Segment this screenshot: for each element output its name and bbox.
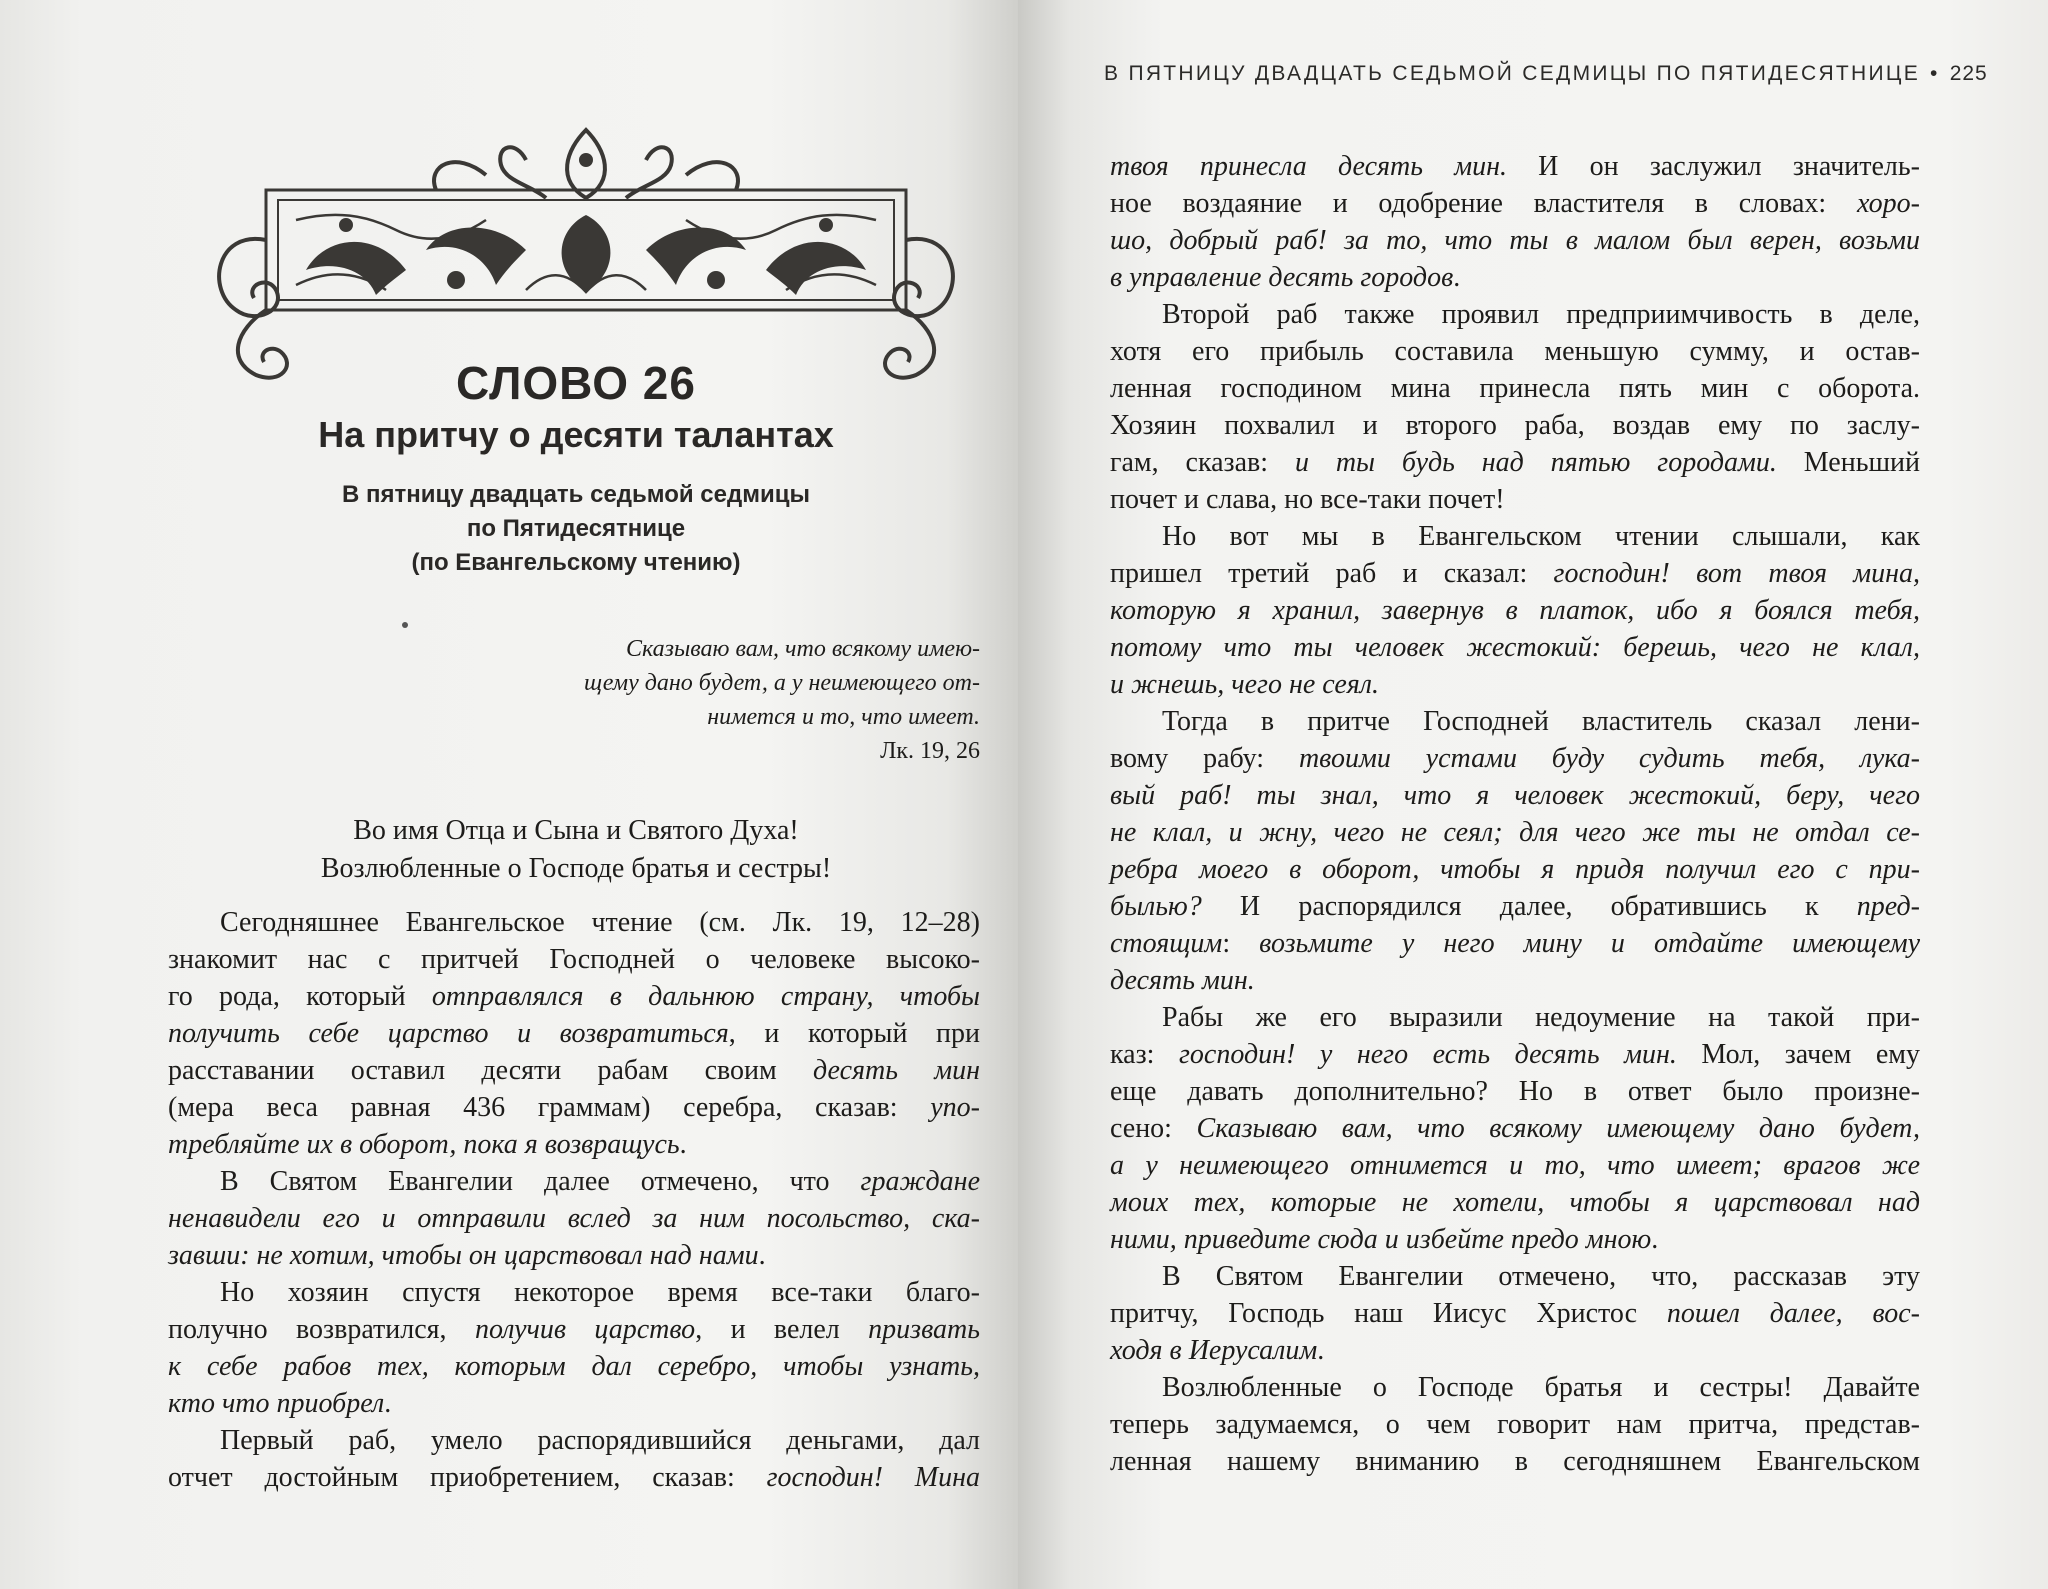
italic-quote: пошел далее, вос- — [1666, 1298, 1920, 1329]
italic-quote: десять мин — [813, 1055, 980, 1086]
italic-quote: ходя в Иерусалим — [1110, 1335, 1318, 1366]
invocation-line: Во имя Отца и Сына и Святого Духа! — [353, 815, 799, 846]
text-run: Тогда в притче Господней властитель сказал лени- — [1162, 706, 1920, 737]
chapter-subtitle: На притчу о десяти талантах — [318, 414, 834, 455]
text-run: пришел третий раб и сказал: — [1110, 558, 1554, 589]
text-run: знакомит нас с притчей Господней о человеке высоко- — [168, 944, 980, 975]
text-line — [1110, 1369, 1920, 1406]
text-line — [1110, 666, 1920, 703]
text-run: го рода, который — [168, 981, 432, 1012]
italic-quote: призвать — [868, 1314, 981, 1345]
text-run: Возлюбленные о Господе братья и сестры! Давайте — [1162, 1372, 1920, 1403]
text-line — [168, 1422, 980, 1459]
italic-quote: и ты будь над пятью городами. — [1294, 447, 1777, 478]
text-line — [168, 1274, 980, 1311]
text-line — [1110, 296, 1920, 333]
italic-quote: твоими устами буду судить тебя, лука- — [1298, 743, 1921, 774]
italic-quote: господин! Мина — [766, 1462, 981, 1493]
text-run: . — [384, 1388, 392, 1419]
text-run: И он заслужил значитель- — [1506, 151, 1921, 182]
headpiece-ornament-icon — [196, 120, 976, 385]
italic-quote: упо- — [930, 1092, 980, 1123]
text-run: гам, сказав: — [1110, 447, 1295, 478]
text-line — [168, 1089, 980, 1126]
text-line — [1110, 1073, 1920, 1110]
text-line — [1110, 1147, 1920, 1184]
text-run: Второй раб также проявил предприимчивость в деле, — [1162, 299, 1920, 330]
text-run: сено: — [1110, 1113, 1197, 1144]
text-run: , и велел — [695, 1314, 869, 1345]
text-line — [1110, 148, 1920, 185]
text-line — [168, 1052, 980, 1089]
text-run: Меньший — [1776, 447, 1920, 478]
text-run: каз: — [1110, 1039, 1179, 1070]
text-run: Первый раб, умело распорядившийся деньгами, дал — [220, 1425, 980, 1456]
italic-quote: завши: не хотим, чтобы он царствовал над нами — [168, 1240, 759, 1271]
occasion-line: (по Евангельскому чтению) — [411, 549, 741, 576]
invocation-line: Возлюбленные о Господе братья и сестры! — [320, 853, 832, 884]
italic-quote: ненавидели его и отправили вслед за ним посольство, ска- — [168, 1203, 980, 1234]
text-line — [1110, 1184, 1920, 1221]
text-line — [1110, 999, 1920, 1036]
text-run: И распорядился далее, обратившись к — [1201, 891, 1857, 922]
text-run: почет и слава, но все-таки почет! — [1110, 484, 1505, 515]
text-run: . — [1317, 1335, 1325, 1366]
text-run: . — [1453, 262, 1461, 293]
italic-quote: хоро- — [1856, 188, 1920, 219]
text-run: ное воздаяние и одобрение властителя в словах: — [1110, 188, 1857, 219]
stray-dot — [402, 622, 408, 628]
italic-quote: и жнешь, чего не сеял. — [1110, 669, 1379, 700]
text-run: : — [1222, 928, 1260, 959]
text-run: , и который при — [728, 1018, 980, 1049]
text-line — [1110, 370, 1920, 407]
text-line — [1110, 555, 1920, 592]
text-line — [1110, 629, 1920, 666]
italic-quote: стоящим — [1110, 928, 1223, 959]
text-run: вому рабу: — [1110, 743, 1299, 774]
text-line — [1110, 1258, 1920, 1295]
text-line — [168, 904, 980, 941]
epigraph — [490, 632, 980, 768]
text-line — [1110, 925, 1920, 962]
italic-quote: пред- — [1856, 891, 1920, 922]
italic-quote: требляйте их в оборот, пока я возвращусь — [168, 1129, 680, 1160]
text-line — [1110, 1406, 1920, 1443]
text-run: Но вот мы в Евангельском чтении слышали, как — [1162, 521, 1920, 552]
text-line — [1110, 851, 1920, 888]
text-run: ленная нашему вниманию в сегодняшнем Евангельском — [1110, 1446, 1920, 1477]
italic-quote: господин! вот твоя мина, — [1553, 558, 1921, 589]
epigraph-line: щему дано будет, а у неимеющего от- — [584, 670, 980, 696]
left-body-text — [168, 904, 980, 1496]
text-line — [168, 1385, 980, 1422]
text-line — [168, 1015, 980, 1052]
chapter-title: СЛОВО 26 — [456, 357, 696, 409]
text-line — [1110, 407, 1920, 444]
text-run: еще давать дополнительно? Но в ответ было произне- — [1110, 1076, 1920, 1107]
text-line — [168, 1311, 980, 1348]
italic-quote: в управление десять городов — [1110, 262, 1454, 293]
text-run: хотя его прибыль составила меньшую сумму, и остав- — [1110, 336, 1920, 367]
italic-quote: Сказываю вам, что всякому имеющему дано будет, — [1196, 1113, 1920, 1144]
italic-quote: ребра моего в оборот, чтобы я придя получил его с при- — [1110, 854, 1920, 885]
text-line — [168, 1126, 980, 1163]
italic-quote: не клал, и жну, чего не сеял; для чего же ты не отдал се- — [1110, 817, 1920, 848]
italic-quote: господин! у него есть десять мин. — [1178, 1039, 1677, 1070]
occasion-line: В пятницу двадцать седьмой седмицы — [342, 481, 810, 508]
text-line — [1110, 1443, 1920, 1480]
text-line — [1110, 444, 1920, 481]
text-run: притчу, Господь наш Иисус Христос — [1110, 1298, 1667, 1329]
invocation — [176, 812, 976, 888]
page-number: 225 — [1949, 62, 1988, 85]
text-run: Хозяин похвалил и второго раба, воздав ему по заслу- — [1110, 410, 1920, 441]
text-line — [168, 978, 980, 1015]
italic-quote: твоя принесла десять мин. — [1110, 151, 1507, 182]
text-line — [168, 1348, 980, 1385]
text-line — [1110, 259, 1920, 296]
text-line — [1110, 740, 1920, 777]
text-line — [168, 941, 980, 978]
text-line — [1110, 1221, 1920, 1258]
italic-quote: граждане — [860, 1166, 980, 1197]
text-line — [1110, 814, 1920, 851]
italic-quote: отправлялся в дальнюю страну, чтобы — [431, 981, 980, 1012]
text-run: В Святом Евангелии далее отмечено, что — [220, 1166, 861, 1197]
text-run: Рабы же его выразили недоумение на такой при- — [1162, 1002, 1920, 1033]
text-run: расставании оставил десяти рабам своим — [168, 1055, 813, 1086]
text-line — [1110, 1332, 1920, 1369]
text-run: Но хозяин спустя некоторое время все-таки благо- — [220, 1277, 980, 1308]
text-line — [1110, 777, 1920, 814]
text-line — [168, 1459, 980, 1496]
text-run: теперь задумаемся, о чем говорит нам притча, представ- — [1110, 1409, 1920, 1440]
text-line — [1110, 703, 1920, 740]
text-line — [1110, 185, 1920, 222]
text-run: . — [679, 1129, 687, 1160]
text-run: . — [1651, 1224, 1659, 1255]
text-line — [1110, 888, 1920, 925]
text-line — [1110, 1036, 1920, 1073]
text-line — [168, 1237, 980, 1274]
italic-quote: к себе рабов тех, которым дал серебро, чтобы узнать, — [168, 1351, 980, 1382]
running-head-title: В ПЯТНИЦУ ДВАДЦАТЬ СЕДЬМОЙ СЕДМИЦЫ ПО ПЯТИДЕСЯТНИЦЕ — [1104, 62, 1921, 85]
italic-quote: шо, добрый раб! за то, что ты в малом был верен, возьми — [1110, 225, 1920, 256]
italic-quote: получить себе царство и возвратиться — [168, 1018, 729, 1049]
italic-quote: вый раб! ты знал, что я человек жестокий, беру, чего — [1110, 780, 1920, 811]
text-line — [168, 1163, 980, 1200]
epigraph-reference: Лк. 19, 26 — [880, 738, 980, 764]
italic-quote: потому что ты человек жестокий: берешь, чего не клал, — [1110, 632, 1920, 663]
right-body-text — [1110, 148, 1920, 1480]
text-run: . — [758, 1240, 766, 1271]
text-run: ленная господином мина принесла пять мин с оборота. — [1110, 373, 1920, 404]
text-line — [1110, 592, 1920, 629]
text-line — [1110, 1295, 1920, 1332]
text-run: отчет достойным приобретением, сказав: — [168, 1462, 767, 1493]
text-run: В Святом Евангелии отмечено, что, рассказав эту — [1162, 1261, 1920, 1292]
text-line — [1110, 1110, 1920, 1147]
italic-quote: былью? — [1110, 891, 1202, 922]
text-run: (мера веса равная 436 граммам) серебра, сказав: — [168, 1092, 931, 1123]
text-line — [1110, 481, 1920, 518]
italic-quote: моих тех, которые не хотели, чтобы я царствовал над — [1110, 1187, 1920, 1218]
occasion-line: по Пятидесятнице — [466, 515, 686, 542]
epigraph-line: Сказываю вам, что всякому имею- — [626, 636, 980, 662]
epigraph-line: нимется и то, что имеет. — [707, 704, 980, 730]
running-head — [1104, 62, 1988, 86]
text-line — [168, 1200, 980, 1237]
italic-quote: получив царство — [474, 1314, 696, 1345]
running-head-separator: • — [1930, 62, 1940, 85]
text-line — [1110, 962, 1920, 999]
italic-quote: десять мин. — [1110, 965, 1255, 996]
text-run: Сегодняшнее Евангельское чтение (см. Лк. 19, 12–28) — [220, 907, 980, 938]
text-line — [1110, 222, 1920, 259]
text-line — [1110, 333, 1920, 370]
italic-quote: возьмите у него мину и отдайте имеющему — [1259, 928, 1921, 959]
italic-quote: а у неимеющего отнимется и то, что имеет; врагов же — [1110, 1150, 1920, 1181]
italic-quote: которую я хранил, завернув в платок, ибо я боялся тебя, — [1110, 595, 1920, 626]
text-run: получно возвратился, — [168, 1314, 475, 1345]
italic-quote: кто что приобрел — [168, 1388, 385, 1419]
text-line — [1110, 518, 1920, 555]
text-run: Мол, зачем ему — [1676, 1039, 1920, 1070]
italic-quote: ними, приведите сюда и избейте предо мною — [1110, 1224, 1652, 1255]
chapter-occasion — [176, 478, 976, 580]
